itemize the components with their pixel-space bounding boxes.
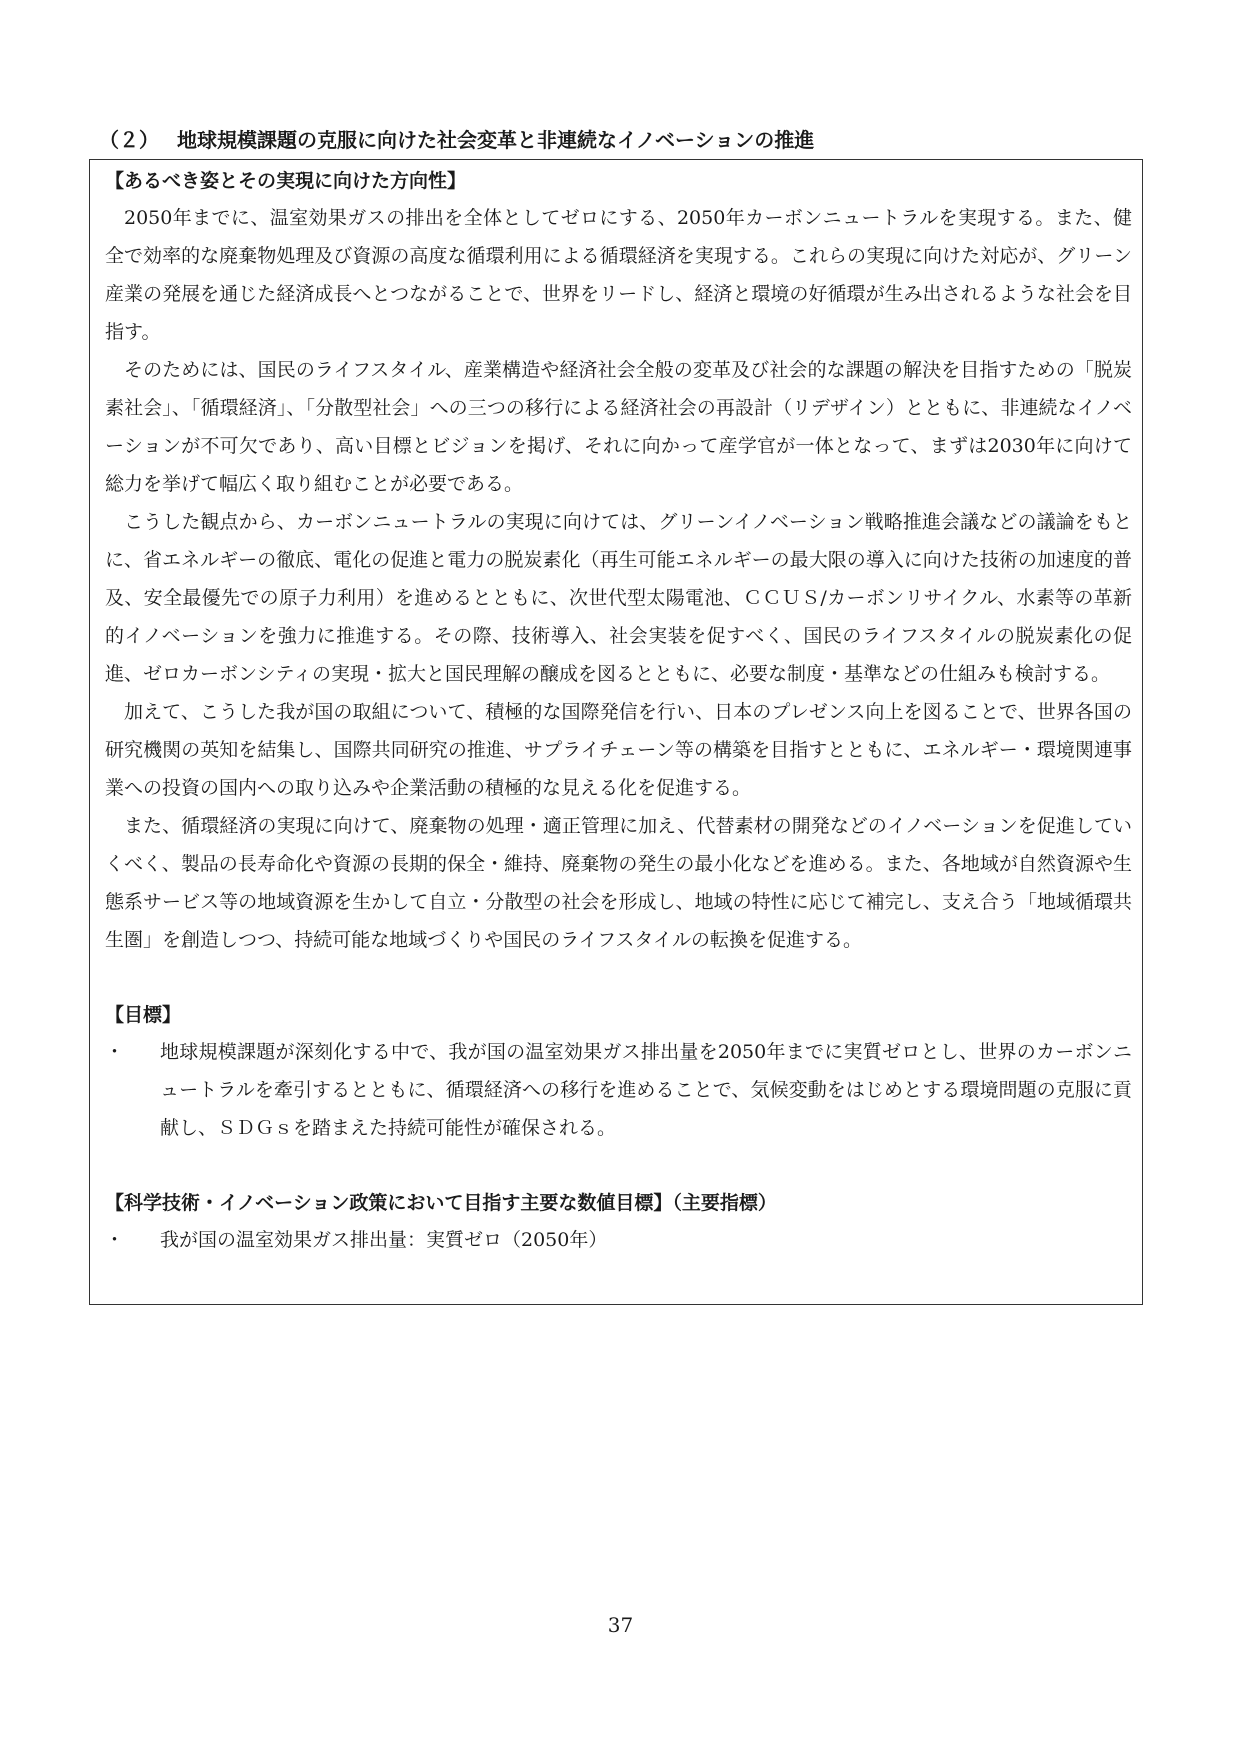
indicators-heading: 【科学技術・イノベーション政策において目指す主要な数値目標】（主要指標）: [105, 1192, 777, 1214]
indicator-item-text: 我が国の温室効果ガス排出量：実質ゼロ（2050年）: [160, 1229, 608, 1251]
bullet-mark: ・: [105, 1041, 125, 1063]
content-box: [89, 159, 1143, 1305]
goal-item-text: 地球規模課題が深刻化する中で、我が国の温室効果ガス排出量を2050年までに実質ゼロとし、世界のカーボンニュートラルを牽引するとともに、循環経済への移行を進めることで、気候変動をはじめとする環境問題の克服に貢献し、ＳＤＧｓを踏まえた持続可能性が確保される。: [160, 1041, 1132, 1139]
section-number: （２）: [99, 128, 159, 152]
section-heading: [99, 127, 814, 153]
bullet-mark: ・: [105, 1229, 125, 1251]
vision-paragraph-4: 加えて、こうした我が国の取組について、積極的な国際発信を行い、日本のプレゼンス向上を図ることで、世界各国の研究機関の英知を結集し、国際共同研究の推進、サプライチェーン等の構築を目指すとともに、エネルギー・環境関連事業への投資の国内への取り込みや企業活動の積極的な見える化を促進する。: [105, 701, 1132, 799]
indicator-item: [105, 1221, 1132, 1259]
content-box-inner: [105, 163, 1132, 1259]
spacer: [105, 959, 1132, 997]
section-title: 地球規模課題の克服に向けた社会変革と非連続なイノベーションの推進: [177, 128, 815, 152]
page-number: 37: [607, 1613, 634, 1637]
goals-heading: 【目標】: [105, 1004, 182, 1026]
goal-item: [105, 1033, 1132, 1147]
spacer: [105, 1147, 1132, 1185]
vision-paragraph-5: また、循環経済の実現に向けて、廃棄物の処理・適正管理に加え、代替素材の開発などのイノベーションを促進していくべく、製品の長寿命化や資源の長期的保全・維持、廃棄物の発生の最小化などを進める。また、各地域が自然資源や生態系サービス等の地域資源を生かして自立・分散型の社会を形成し、地域の特性に応じて補完し、支え合う「地域循環共生圏」を創造しつつ、持続可能な地域づくりや国民のライフスタイルの転換を促進する。: [105, 815, 1132, 951]
vision-paragraph-1: 2050年までに、温室効果ガスの排出を全体としてゼロにする、2050年カーボンニュートラルを実現する。また、健全で効率的な廃棄物処理及び資源の高度な循環利用による循環経済を実現する。これらの実現に向けた対応が、グリーン産業の発展を通じた経済成長へとつながることで、世界をリードし、経済と環境の好循環が生み出されるような社会を目指す。: [105, 207, 1132, 343]
vision-paragraph-3: こうした観点から、カーボンニュートラルの実現に向けては、グリーンイノベーション戦略推進会議などの議論をもとに、省エネルギーの徹底、電化の促進と電力の脱炭素化（再生可能エネルギーの最大限の導入に向けた技術の加速度的普及、安全最優先での原子力利用）を進めるとともに、次世代型太陽電池、ＣＣＵＳ/カーボンリサイクル、水素等の革新的イノベーションを強力に推進する。その際、技術導入、社会実装を促すべく、国民のライフスタイルの脱炭素化の促進、ゼロカーボンシティの実現・拡大と国民理解の醸成を図るとともに、必要な制度・基準などの仕組みも検討する。: [105, 511, 1132, 685]
vision-paragraph-2: そのためには、国民のライフスタイル、産業構造や経済社会全般の変革及び社会的な課題の解決を目指すための「脱炭素社会」、「循環経済」、「分散型社会」への三つの移行による経済社会の再設計（リデザイン）とともに、非連続なイノベーションが不可欠であり、高い目標とビジョンを掲げ、それに向かって産学官が一体となって、まずは2030年に向けて総力を挙げて幅広く取り組むことが必要である。: [105, 359, 1132, 495]
vision-heading: 【あるべき姿とその実現に向けた方向性】: [105, 170, 467, 192]
